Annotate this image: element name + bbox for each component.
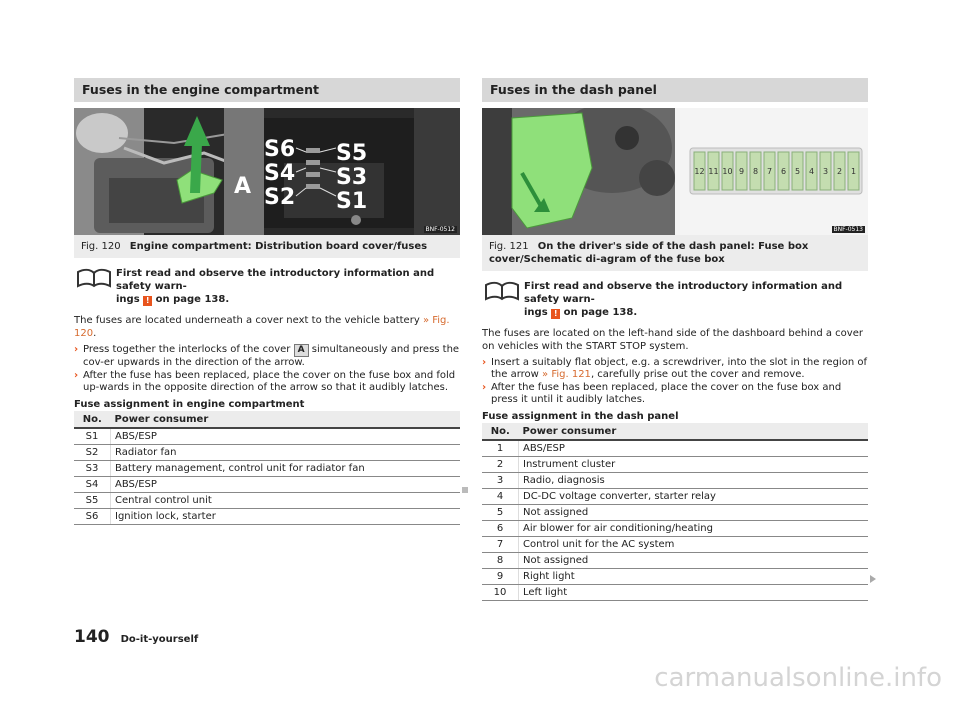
safety-note-line1: First read and observe the introductory information and safety warn-	[524, 281, 843, 305]
fuse-slot-label: 5	[794, 167, 801, 176]
page-footer	[74, 627, 198, 647]
column-header-consumer: Power consumer	[519, 423, 869, 440]
step-text: After the fuse has been replaced, place the cover on the fuse box and fold up-wards in the opposite direction of the arrow so that it audibly latches.	[83, 370, 456, 393]
fuse-no: 9	[482, 569, 519, 585]
table-row	[74, 445, 460, 461]
list-item	[74, 370, 460, 394]
fuse-consumer: Right light	[519, 569, 869, 585]
fuse-consumer: Left light	[519, 585, 869, 601]
fuse-slot-label: 6	[780, 167, 787, 176]
fuse-slot-label: 2	[836, 167, 843, 176]
table-row	[482, 521, 868, 537]
fuse-no: 8	[482, 553, 519, 569]
table-row	[482, 569, 868, 585]
label-s5: S5	[336, 141, 368, 166]
label-a: A	[234, 174, 252, 199]
instruction-list	[482, 357, 868, 406]
continued-arrow-icon	[870, 575, 876, 583]
fuse-consumer: Central control unit	[111, 493, 461, 509]
figure-caption	[74, 235, 460, 258]
body-paragraph: The fuses are located on the left-hand side of the dashboard behind a cover on vehicles with the START STOP system.	[482, 328, 863, 352]
safety-note-line1: First read and observe the introductory information and safety warn-	[116, 268, 435, 292]
fuse-no: S5	[74, 493, 111, 509]
figure-caption-text: On the driver's side of the dash panel: Fuse box cover/Schematic di-agram of the fuse box	[489, 241, 809, 265]
bullet-chevron-icon: ›	[74, 370, 79, 381]
fuse-slot-label: 11	[708, 167, 719, 176]
column-header-consumer: Power consumer	[111, 411, 461, 428]
fuse-no: 4	[482, 489, 519, 505]
figure-caption	[482, 235, 868, 271]
fuse-slot-label: 12	[694, 167, 705, 176]
fuse-slot-label: 7	[766, 167, 773, 176]
table-row	[74, 493, 460, 509]
safety-note-ings: ings	[524, 307, 548, 318]
callout-a-box: A	[294, 344, 309, 357]
body-end: .	[93, 328, 97, 339]
figure-link[interactable]: » Fig. 120	[74, 315, 450, 339]
section-end-mark-icon	[462, 487, 468, 493]
body-text: The fuses are located underneath a cover next to the vehicle battery	[74, 315, 420, 326]
label-s1: S1	[336, 189, 368, 214]
fuse-no: 5	[482, 505, 519, 521]
fuse-slot-label: 8	[752, 167, 759, 176]
fuse-slot-label: 3	[822, 167, 829, 176]
fuse-no: 6	[482, 521, 519, 537]
safety-note-page: on page 138.	[155, 294, 230, 305]
warning-icon: !	[143, 296, 152, 306]
fuse-no: S1	[74, 428, 111, 445]
dash-fuse-table	[482, 423, 868, 601]
table-row	[482, 505, 868, 521]
column-header-no: No.	[74, 411, 111, 428]
warning-icon: !	[551, 309, 560, 319]
figure-caption-text: Engine compartment: Distribution board cover/fuses	[129, 241, 428, 252]
fuse-consumer: Instrument cluster	[519, 457, 869, 473]
fuse-consumer: Radio, diagnosis	[519, 473, 869, 489]
step-text-end: simultaneously and press the cov-er upwards in the direction of the arrow.	[83, 344, 460, 368]
instruction-list	[74, 344, 460, 394]
table-row	[482, 473, 868, 489]
bullet-chevron-icon: ›	[74, 344, 79, 355]
list-item	[482, 357, 868, 381]
list-item	[74, 344, 460, 369]
fuse-slot-label: 9	[738, 167, 745, 176]
section-title: Fuses in the engine compartment	[74, 78, 460, 102]
label-s6: S6	[264, 137, 296, 162]
safety-note-ings: ings	[116, 294, 140, 305]
image-code: BNF-0513	[833, 226, 863, 233]
fuse-slot-label: 4	[808, 167, 815, 176]
engine-fuse-table	[74, 411, 460, 525]
table-row	[74, 461, 460, 477]
table-row	[74, 477, 460, 493]
fuse-no: S3	[74, 461, 111, 477]
table-row	[482, 457, 868, 473]
bullet-chevron-icon: ›	[482, 357, 487, 368]
table-title: Fuse assignment in the dash panel	[482, 411, 679, 422]
step-text-end: , carefully prise out the cover and remove.	[590, 369, 805, 380]
open-book-icon	[76, 268, 112, 292]
fuse-slot-label: 1	[850, 167, 857, 176]
section-title: Fuses in the dash panel	[482, 78, 868, 102]
table-row	[482, 585, 868, 601]
table-row	[482, 537, 868, 553]
dash-fuses-section	[482, 78, 868, 601]
dash-panel-photo	[482, 108, 868, 235]
table-row	[74, 428, 460, 445]
fuse-consumer: DC-DC voltage converter, starter relay	[519, 489, 869, 505]
step-text: Insert a suitably flat object, e.g. a screwdriver, into the slot in the region of the arrow	[491, 357, 867, 380]
figure-number: Fig. 121	[489, 241, 529, 252]
fuse-no: 3	[482, 473, 519, 489]
table-row	[482, 440, 868, 457]
fuse-consumer: Battery management, control unit for radiator fan	[111, 461, 461, 477]
fuse-consumer: Not assigned	[519, 505, 869, 521]
engine-compartment-photo	[74, 108, 460, 235]
engine-fuses-section	[74, 78, 460, 525]
bullet-chevron-icon: ›	[482, 382, 487, 393]
fuse-slot-label: 10	[722, 167, 733, 176]
figure-link[interactable]: » Fig. 121	[542, 369, 591, 380]
safety-note	[74, 267, 460, 306]
column-header-no: No.	[482, 423, 519, 440]
table-row	[74, 509, 460, 525]
open-book-icon	[484, 281, 520, 305]
fuse-consumer: ABS/ESP	[111, 428, 461, 445]
fuse-consumer: Radiator fan	[111, 445, 461, 461]
table-title: Fuse assignment in engine compartment	[74, 399, 305, 410]
label-s2: S2	[264, 185, 296, 210]
fuse-no: 10	[482, 585, 519, 601]
fuse-consumer: Control unit for the AC system	[519, 537, 869, 553]
fuse-no: 1	[482, 440, 519, 457]
fuse-no: S6	[74, 509, 111, 525]
list-item	[482, 382, 868, 406]
chapter-name: Do-it-yourself	[120, 634, 199, 645]
fuse-consumer: ABS/ESP	[519, 440, 869, 457]
watermark: carmanualsonline.info	[654, 663, 942, 693]
fuse-consumer: Air blower for air conditioning/heating	[519, 521, 869, 537]
step-text: After the fuse has been replaced, place the cover on the fuse box and press it until it audibly latches.	[491, 382, 842, 405]
table-row	[482, 553, 868, 569]
fuse-no: 7	[482, 537, 519, 553]
table-header-row	[482, 423, 868, 440]
figure-number: Fig. 120	[81, 241, 121, 252]
fuse-no: S4	[74, 477, 111, 493]
safety-note-page: on page 138.	[563, 307, 638, 318]
step-text: Press together the interlocks of the cover	[83, 344, 291, 355]
image-code: BNF-0512	[425, 226, 455, 233]
body-paragraph	[74, 314, 460, 340]
safety-note	[482, 280, 868, 319]
fuse-consumer: ABS/ESP	[111, 477, 461, 493]
fuse-no: 2	[482, 457, 519, 473]
label-s4: S4	[264, 161, 296, 186]
table-row	[482, 489, 868, 505]
page-number: 140	[74, 627, 110, 647]
table-header-row	[74, 411, 460, 428]
fuse-consumer: Not assigned	[519, 553, 869, 569]
fuse-no: S2	[74, 445, 111, 461]
fuse-consumer: Ignition lock, starter	[111, 509, 461, 525]
label-s3: S3	[336, 165, 368, 190]
